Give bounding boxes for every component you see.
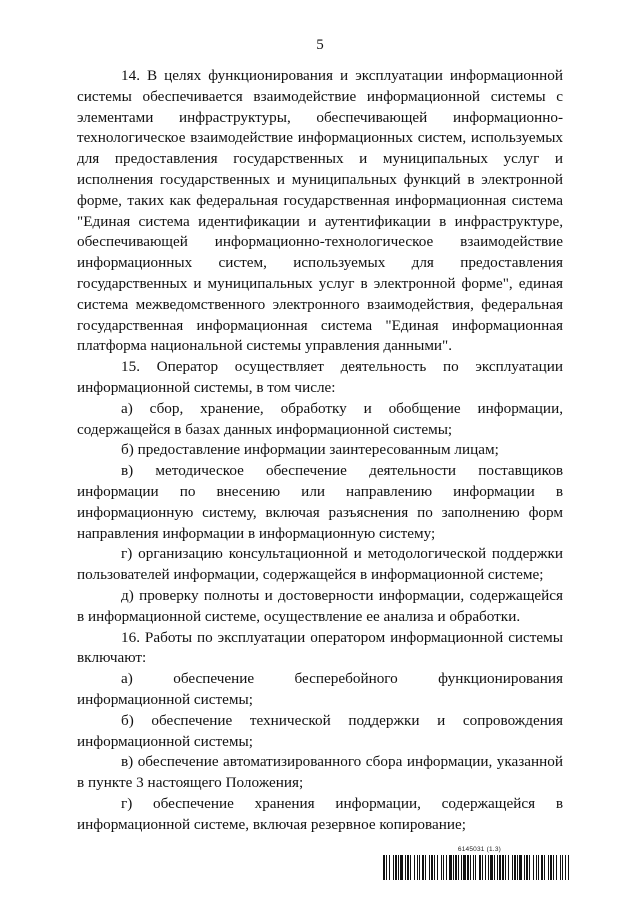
- barcode-bar: [479, 855, 481, 880]
- barcode-bar: [389, 855, 390, 880]
- barcode-bar: [473, 855, 474, 880]
- barcode-bar: [565, 855, 566, 880]
- barcode-bar: [499, 855, 501, 880]
- barcode-bar: [485, 855, 486, 880]
- barcode-bar: [463, 855, 466, 880]
- paragraph-16g: г) обеспечение хранения информации, содержащейся в информационной системе, включая резервное копирование;: [77, 794, 563, 833]
- barcode-bar: [437, 855, 438, 880]
- barcode-bar: [441, 855, 442, 880]
- barcode-bar: [407, 855, 409, 880]
- barcode-bar: [519, 855, 522, 880]
- paragraph-16v: в) обеспечение автоматизированного сбора информации, указанной в пункте 3 настоящего Положения;: [77, 753, 563, 792]
- paragraph-15b: б) предоставление информации заинтересованным лицам;: [121, 441, 499, 459]
- paragraph-16a: а) обеспечение бесперебойного функционирования информационной системы;: [77, 670, 563, 708]
- barcode-bar: [544, 855, 545, 880]
- paragraph-16: 16. Работы по эксплуатации оператором информационной системы включают:: [77, 628, 563, 667]
- barcode-bar: [434, 855, 435, 880]
- barcode-bar: [560, 855, 561, 880]
- barcode-bar: [395, 855, 397, 880]
- barcode-bar: [541, 855, 543, 880]
- barcode-bar: [461, 855, 462, 880]
- barcode-bar: [548, 855, 549, 880]
- paragraph-16b: б) обеспечение технической поддержки и сопровождения информационной системы;: [77, 711, 563, 750]
- barcode-bar: [517, 855, 518, 880]
- barcode-bar: [414, 855, 415, 880]
- page-number: 5: [316, 37, 324, 53]
- barcode-bar: [505, 855, 506, 880]
- barcode-caption: 6145031 (1.3): [457, 846, 501, 853]
- barcode-bar: [470, 855, 471, 880]
- barcode-bar: [556, 855, 557, 880]
- barcode-bar: [393, 855, 394, 880]
- barcode-bar: [533, 855, 534, 880]
- barcode-bar: [467, 855, 469, 880]
- barcode-icon: [383, 855, 569, 880]
- barcode-bar: [383, 855, 385, 880]
- barcode-bar: [538, 855, 539, 880]
- barcode-bar: [562, 855, 563, 880]
- barcode-bar: [490, 855, 493, 880]
- barcode-bar: [482, 855, 483, 880]
- barcode-bar: [425, 855, 426, 880]
- barcode-bar: [526, 855, 528, 880]
- barcode-bar: [398, 855, 399, 880]
- barcode-block: [383, 846, 569, 882]
- barcode-bar: [553, 855, 554, 880]
- barcode-bar: [455, 855, 457, 880]
- barcode-bar: [494, 855, 495, 880]
- paragraph-15g: г) организацию консультационной и методологической поддержки пользователей информации, содержащейся в информационной системе;: [77, 545, 563, 584]
- barcode-bar: [508, 855, 509, 880]
- barcode-bar: [417, 855, 418, 880]
- barcode-bar: [405, 855, 406, 880]
- barcode-bar: [400, 855, 403, 880]
- paragraph-15: 15. Оператор осуществляет деятельность по эксплуатации информационной системы, в том числе:: [77, 358, 563, 396]
- barcode-bar: [443, 855, 444, 880]
- barcode-bar: [429, 855, 430, 880]
- document-body: [77, 66, 563, 835]
- barcode-bar: [410, 855, 411, 880]
- barcode-bar: [422, 855, 424, 880]
- barcode-bar: [475, 855, 476, 880]
- barcode-bar: [524, 855, 525, 880]
- paragraph-14: 14. В целях функционирования и эксплуатации информационной системы обеспечивается взаимодействие информационной системы с элементами инфраструктуры, обеспечивающей информационно-технологическое взаимодействие информационных систем, используемых для предоставления государственных и муниципальных услуг и исполнения государственных и муниципальных функций в электронной форме, таких как федеральная государственная информационная система "Единая система идентификации и аутентификации в инфраструктуре, обеспечивающей информационно-технологическое взаимодействие информационных систем, используемых для предоставления государственных и муниципальных услуг в электронной форме", единая система межведомственного электронного взаимодействия, федеральная государственная информационная система "Единая информационная платформа национальной системы управления данными".: [77, 67, 563, 355]
- barcode-bar: [488, 855, 489, 880]
- barcode-bar: [550, 855, 552, 880]
- paragraph-15v: в) методическое обеспечение деятельности поставщиков информации по внесению или направлению информации в информационную систему, включая разъяснения по заполнению форм направления информации в информационную систему;: [77, 462, 563, 542]
- barcode-bar: [458, 855, 459, 880]
- paragraph-15a: а) сбор, хранение, обработку и обобщение информации, содержащейся в базах данных информационной системы;: [77, 399, 563, 438]
- barcode-bar: [386, 855, 387, 880]
- paragraph-15d: д) проверку полноты и достоверности информации, содержащейся в информационной системе, осуществление ее анализа и обработки.: [77, 586, 563, 625]
- barcode-bar: [431, 855, 433, 880]
- barcode-bar: [453, 855, 454, 880]
- barcode-bar: [449, 855, 452, 880]
- barcode-bar: [497, 855, 498, 880]
- barcode-bar: [419, 855, 420, 880]
- barcode-bar: [512, 855, 513, 880]
- barcode-bar: [568, 855, 569, 880]
- barcode-bar: [446, 855, 447, 880]
- barcode-bar: [514, 855, 516, 880]
- barcode-bar: [529, 855, 530, 880]
- barcode-bar: [536, 855, 537, 880]
- barcode-bar: [502, 855, 504, 880]
